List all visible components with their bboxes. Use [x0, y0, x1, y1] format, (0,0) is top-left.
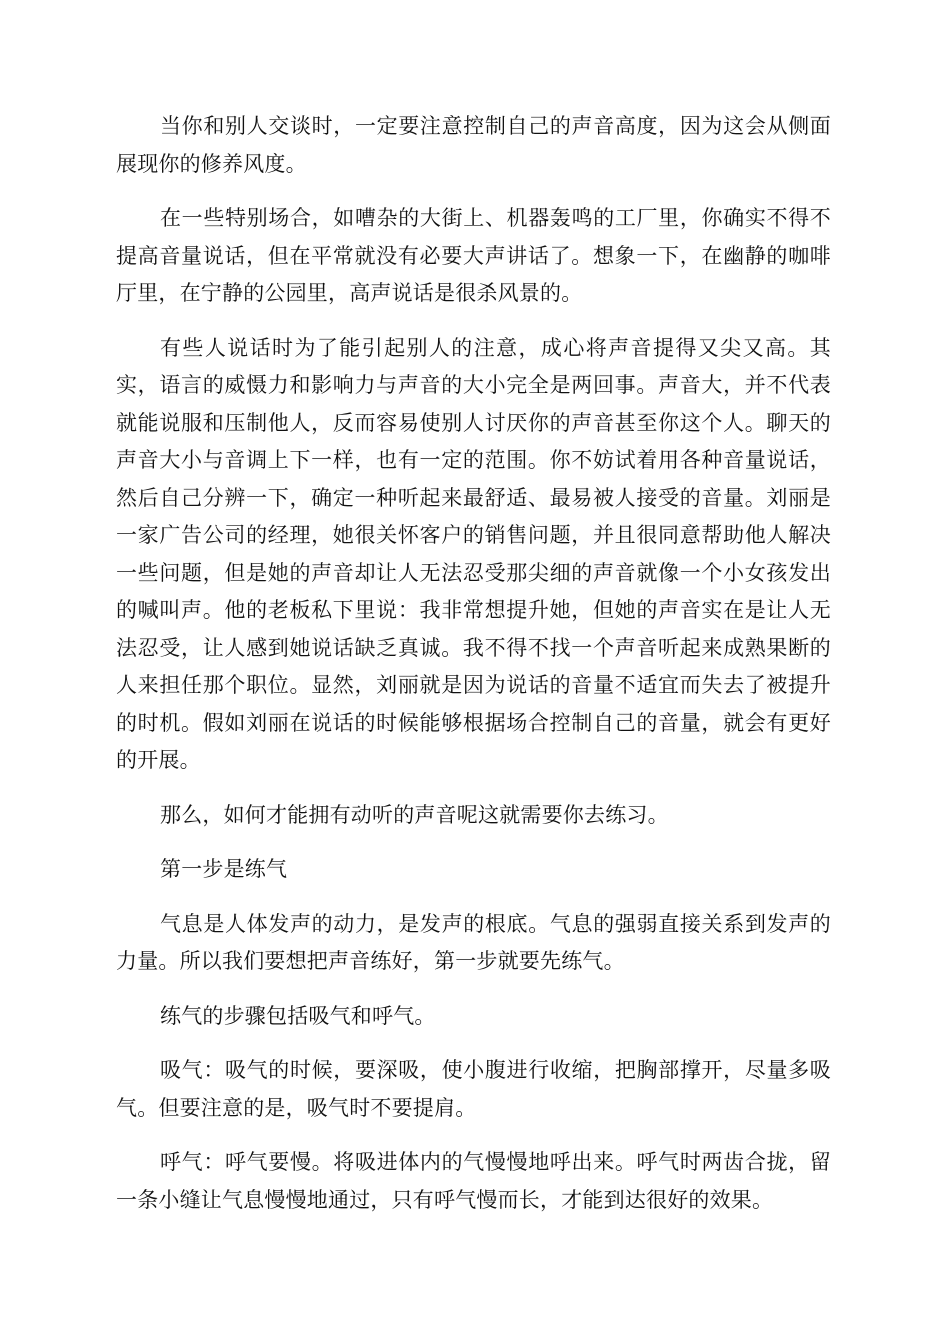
document-page — [116, 108, 831, 1236]
paragraph-liu-li-story: 有些人说话时为了能引起别人的注意，成心将声音提得又尖又高。其实，语言的威慑力和影响力与声音的大小完全是两回事。声音大，并不代表就能说服和压制他人，反而容易使别人讨厌你的声音甚至你这个人。聊天的声音大小与音调上下一样，也有一定的范围。你不妨试着用各种音量说话，然后自己分辨一下，确定一种听起来最舒适、最易被人接受的音量。刘丽是一家广告公司的经理，她很关怀客户的销售问题，并且很同意帮助他人解决一些问题，但是她的声音却让人无法忍受那尖细的声音就像一个小女孩发出的喊叫声。他的老板私下里说：我非常想提升她，但她的声音实在是让人无法忍受，让人感到她说话缺乏真诚。我不得不找一个声音听起来成熟果断的人来担任那个职位。显然，刘丽就是因为说话的音量不适宜而失去了被提升的时机。假如刘丽在说话的时候能够根据场合控制自己的音量，就会有更好的开展。 — [116, 335, 831, 772]
paragraph-voice-volume: 当你和别人交谈时，一定要注意控制自己的声音高度，因为这会从侧面展现你的修养风度。 — [116, 114, 831, 176]
paragraph-step-one-heading: 第一步是练气 — [160, 857, 288, 881]
paragraph-inhale: 吸气：吸气的时候，要深吸，使小腹进行收缩，把胸部撑开，尽量多吸气。但要注意的是，吸气时不要提肩。 — [116, 1058, 831, 1120]
paragraph-exhale: 呼气：呼气要慢。将吸进体内的气慢慢地呼出来。呼气时两齿合拢，留一条小缝让气息慢慢地通过，只有呼气慢而长，才能到达很好的效果。 — [116, 1150, 831, 1212]
paragraph-special-occasions: 在一些特别场合，如嘈杂的大街上、机器轰鸣的工厂里，你确实不得不提高音量说话，但在平常就没有必要大声讲话了。想象一下，在幽静的咖啡厅里，在宁静的公园里，高声说话是很杀风景的。 — [116, 206, 831, 305]
paragraph-breath-steps: 练气的步骤包括吸气和呼气。 — [160, 1003, 436, 1028]
paragraph-breath-importance: 气息是人体发声的动力，是发声的根底。气息的强弱直接关系到发声的力量。所以我们要想把声音练好，第一步就要先练气。 — [116, 911, 831, 973]
paragraph-how-to-practice: 那么，如何才能拥有动听的声音呢这就需要你去练习。 — [160, 802, 669, 827]
